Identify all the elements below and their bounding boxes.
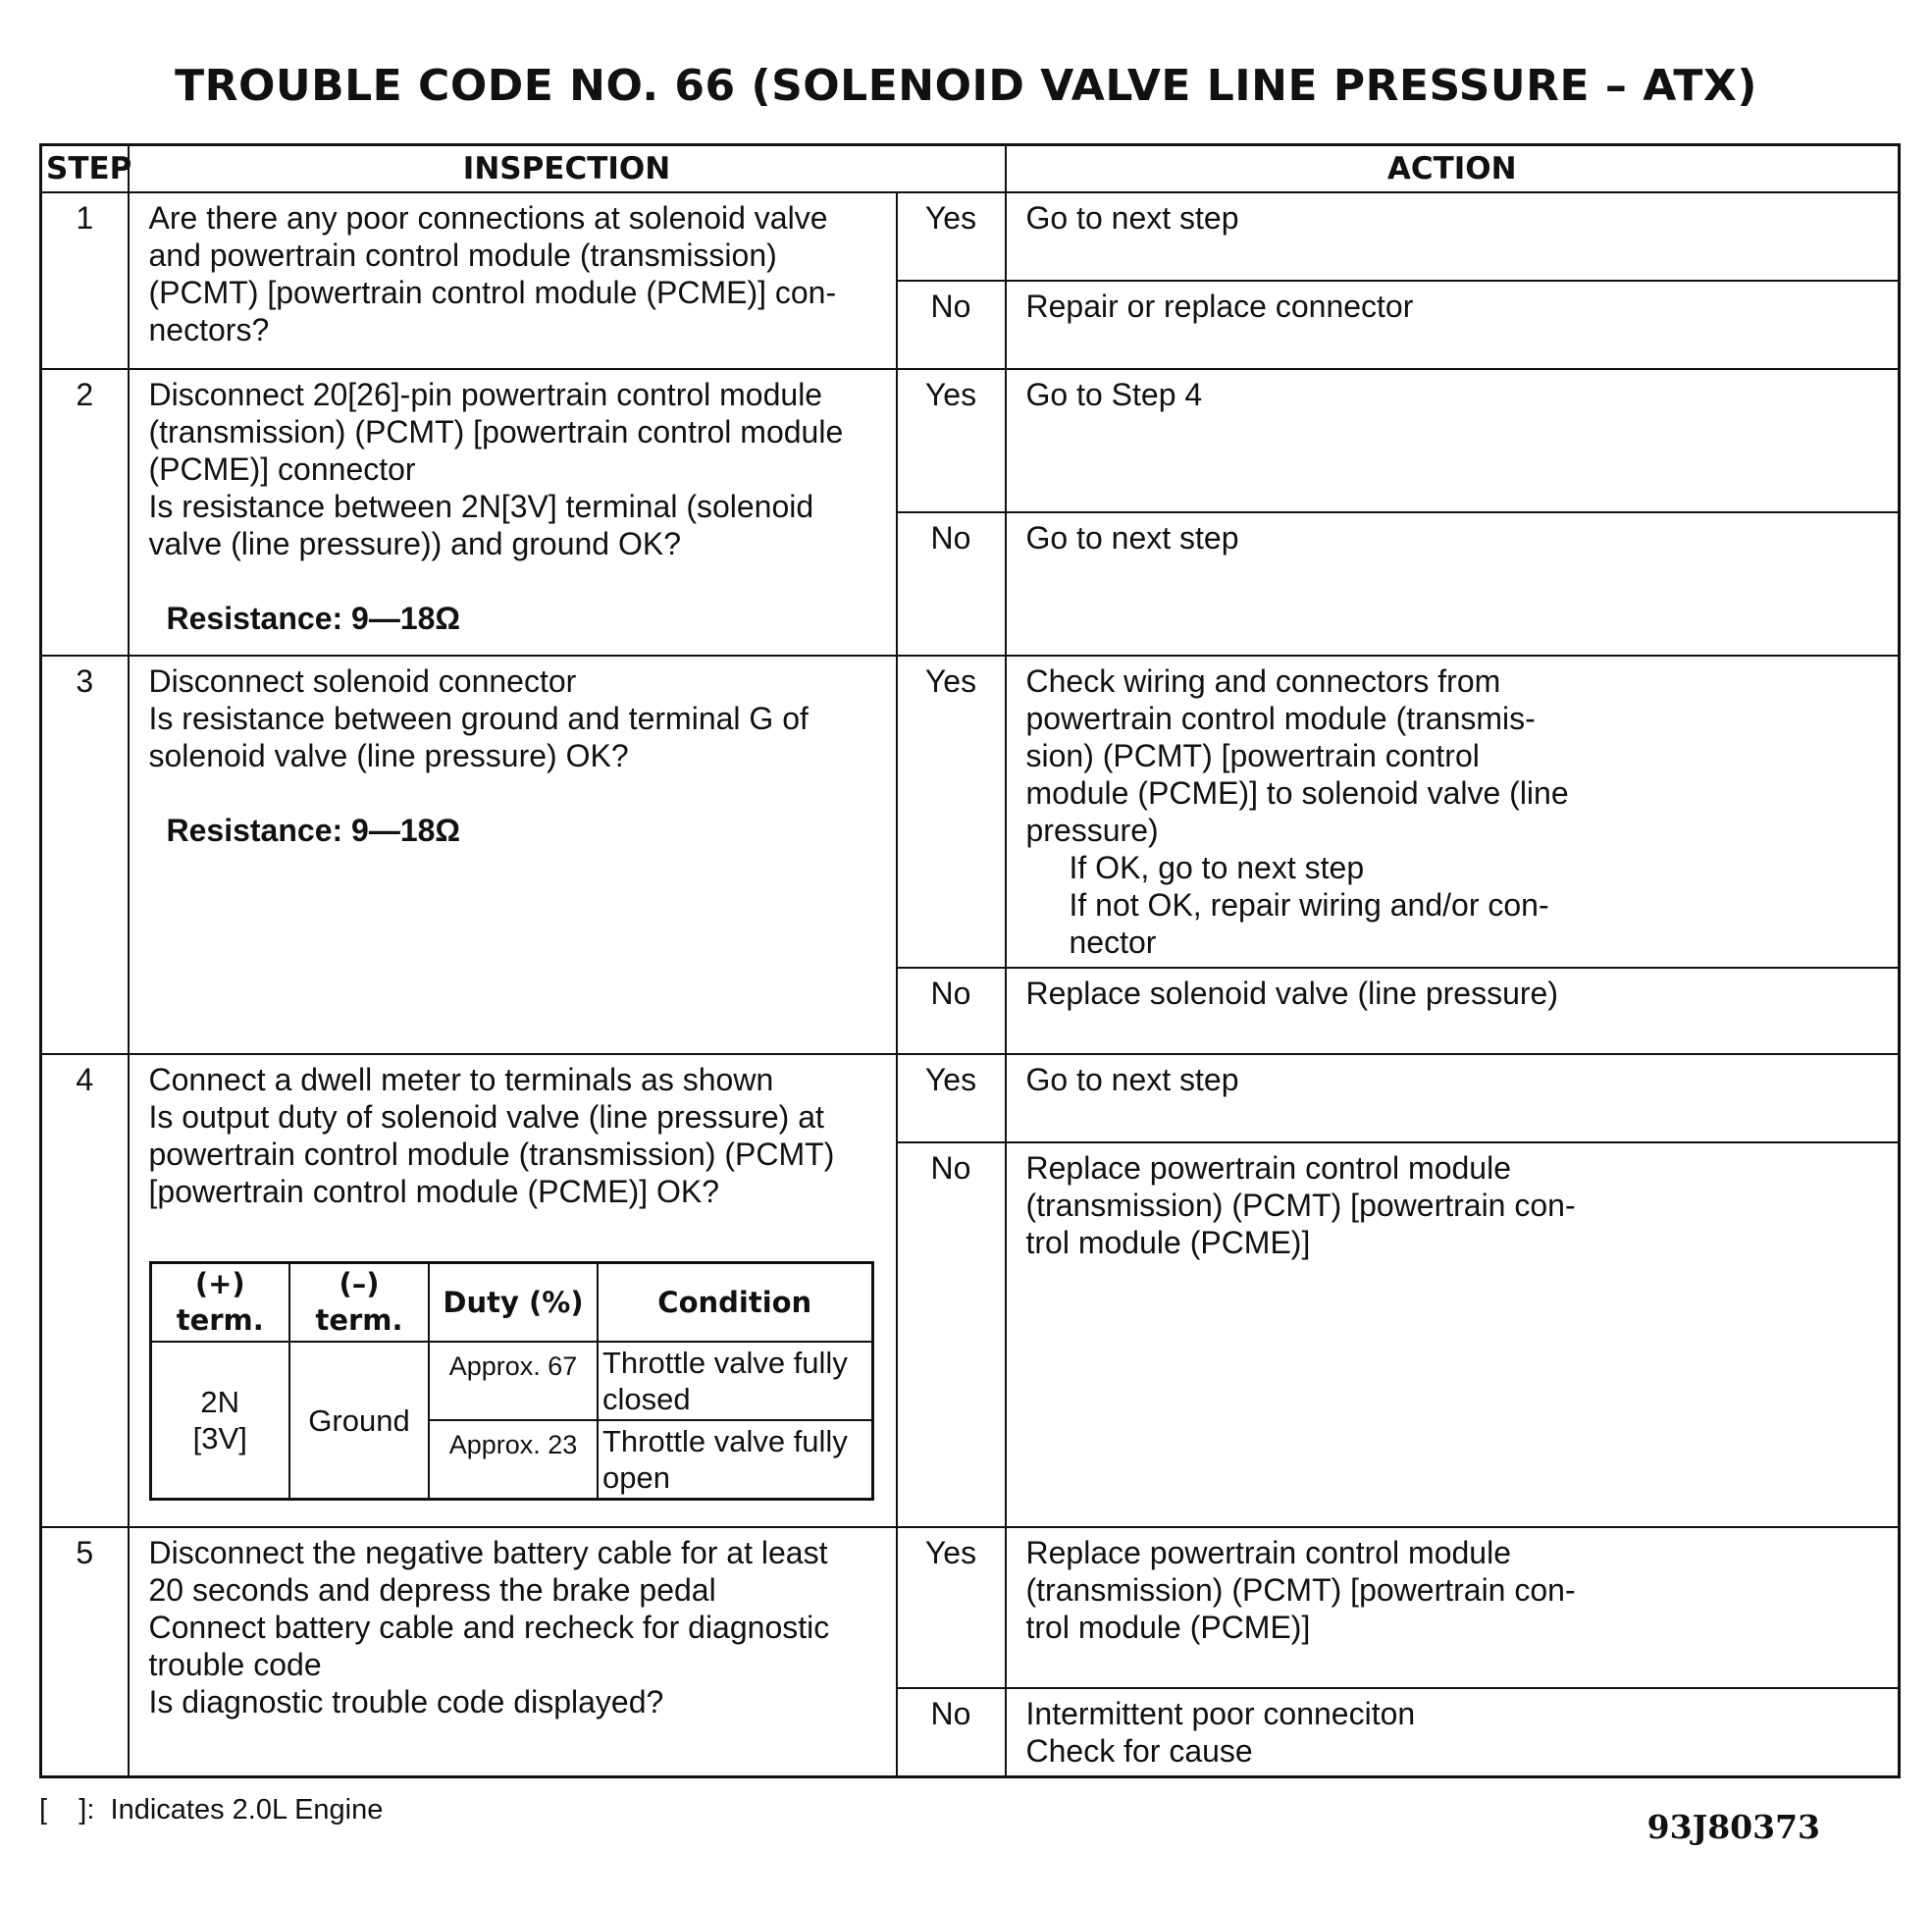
no-label: No	[897, 1688, 1006, 1777]
duty-value: Approx. 23	[429, 1420, 598, 1500]
action-line: Replace powertrain control module	[1025, 1150, 1511, 1187]
step-number: 4	[41, 1054, 129, 1527]
step-number: 2	[41, 369, 129, 656]
duty-value: Approx. 67	[429, 1342, 598, 1420]
inspection-line: (transmission) (PCMT) [powertrain control module	[148, 414, 844, 450]
inspection-line: powertrain control module (transmission) (PCMT)	[148, 1137, 835, 1172]
yes-label: Yes	[897, 1527, 1006, 1688]
no-action	[1006, 512, 1900, 656]
condition-cell	[598, 1342, 872, 1420]
action-line: (transmission) (PCMT) [powertrain con-	[1025, 1188, 1576, 1224]
duty-header-duty: Duty (%)	[429, 1263, 598, 1343]
step-number: 5	[41, 1527, 129, 1777]
inspection-line: valve (line pressure)) and ground OK?	[148, 526, 681, 561]
action-line: If OK, go to next step	[1069, 850, 1365, 885]
action-line: Go to next step	[1025, 1062, 1239, 1097]
action-line: sion) (PCMT) [powertrain control	[1025, 738, 1480, 773]
resistance-spec: Resistance: 9—18Ω	[166, 813, 461, 848]
inspection-line: Connect battery cable and recheck for diagnostic	[148, 1610, 830, 1645]
inspection-cell	[129, 1054, 897, 1527]
inspection-cell	[129, 656, 897, 1054]
yes-label: Yes	[897, 656, 1006, 968]
duty-header-row	[150, 1263, 872, 1343]
no-label: No	[897, 281, 1006, 369]
action-line: (transmission) (PCMT) [powertrain con-	[1025, 1572, 1576, 1608]
inspection-line: Is output duty of solenoid valve (line pressure) at	[148, 1099, 824, 1135]
no-action	[1006, 281, 1900, 369]
action-line: Replace powertrain control module	[1025, 1535, 1511, 1570]
inspection-line: Disconnect the negative battery cable for at least	[148, 1535, 828, 1570]
inspection-line: solenoid valve (line pressure) OK?	[148, 738, 629, 773]
inspection-line: 20 seconds and depress the brake pedal	[148, 1572, 716, 1608]
action-line: trol module (PCME)]	[1025, 1225, 1311, 1261]
table-row	[41, 192, 1900, 281]
condition-line: Throttle valve fully	[602, 1346, 848, 1380]
yes-action	[1006, 656, 1900, 968]
no-label: No	[897, 968, 1006, 1054]
duty-header-minus-term: (–) term.	[289, 1263, 429, 1343]
page-title: TROUBLE CODE NO. 66 (SOLENOID VALVE LINE PRESSURE – ATX)	[175, 61, 1757, 111]
condition-cell	[598, 1420, 872, 1500]
header-step: STEP	[41, 145, 129, 193]
action-line: Replace solenoid valve (line pressure)	[1025, 976, 1558, 1011]
action-line: Intermittent poor conneciton	[1025, 1696, 1416, 1731]
action-line: If not OK, repair wiring and/or con-	[1069, 887, 1549, 923]
inspection-line: Is resistance between 2N[3V] terminal (solenoid	[148, 489, 814, 524]
no-action	[1006, 1142, 1900, 1527]
action-line: trol module (PCME)]	[1025, 1610, 1311, 1645]
inspection-line: [powertrain control module (PCME)] OK?	[148, 1174, 720, 1209]
table-row	[41, 369, 1900, 512]
duty-row	[150, 1342, 872, 1420]
footnote: [ ]: Indicates 2.0L Engine	[39, 1794, 384, 1826]
header-action: ACTION	[1006, 145, 1900, 193]
inspection-line: and powertrain control module (transmission)	[148, 238, 777, 273]
action-line: powertrain control module (transmis-	[1025, 701, 1536, 736]
inspection-line: Disconnect solenoid connector	[148, 663, 577, 699]
table-row	[41, 1054, 1900, 1142]
condition-line: Throttle valve fully	[602, 1424, 848, 1458]
trouble-code-table	[39, 143, 1901, 1778]
inspection-line: Disconnect 20[26]-pin powertrain control module	[148, 377, 823, 412]
inspection-line: (PCMT) [powertrain control module (PCME)] con-	[148, 275, 837, 310]
inspection-cell	[129, 369, 897, 656]
duty-table	[149, 1261, 874, 1501]
yes-label: Yes	[897, 1054, 1006, 1142]
action-line: Go to next step	[1025, 200, 1239, 236]
document-id: 93J80373	[1646, 1808, 1820, 1846]
yes-action	[1006, 369, 1900, 512]
plus-term-cell	[150, 1342, 289, 1500]
no-label: No	[897, 1142, 1006, 1527]
inspection-line: Is resistance between ground and terminal G of	[148, 701, 809, 736]
yes-label: Yes	[897, 369, 1006, 512]
yes-action	[1006, 1527, 1900, 1688]
yes-action	[1006, 1054, 1900, 1142]
condition-line: closed	[602, 1382, 691, 1416]
action-line: Check for cause	[1025, 1733, 1253, 1769]
duty-header-condition: Condition	[598, 1263, 872, 1343]
inspection-line: Is diagnostic trouble code displayed?	[148, 1684, 664, 1720]
table-row	[41, 1527, 1900, 1688]
no-action	[1006, 968, 1900, 1054]
step-number: 1	[41, 192, 129, 369]
action-line: Check wiring and connectors from	[1025, 663, 1501, 699]
duty-header-plus-term: (+) term.	[150, 1263, 289, 1343]
inspection-cell	[129, 192, 897, 369]
no-action	[1006, 1688, 1900, 1777]
yes-label: Yes	[897, 192, 1006, 281]
header-inspection: INSPECTION	[129, 145, 1006, 193]
action-line: nector	[1069, 925, 1157, 960]
table-row	[41, 656, 1900, 968]
plus-term-line: 2N	[200, 1385, 240, 1419]
action-line: Go to Step 4	[1025, 377, 1203, 412]
condition-line: open	[602, 1460, 670, 1495]
no-label: No	[897, 512, 1006, 656]
yes-action	[1006, 192, 1900, 281]
resistance-spec: Resistance: 9—18Ω	[166, 601, 461, 636]
header-row	[41, 145, 1900, 193]
action-line: module (PCME)] to solenoid valve (line	[1025, 775, 1569, 811]
inspection-cell	[129, 1527, 897, 1777]
action-line: Repair or replace connector	[1025, 289, 1414, 324]
inspection-line: trouble code	[148, 1647, 322, 1682]
inspection-line: nectors?	[148, 312, 270, 347]
action-line: Go to next step	[1025, 520, 1239, 556]
inspection-line: Connect a dwell meter to terminals as shown	[148, 1062, 774, 1097]
inspection-line: Are there any poor connections at solenoid valve	[148, 200, 828, 236]
minus-term-cell: Ground	[289, 1342, 429, 1500]
inspection-line: (PCME)] connector	[148, 451, 416, 487]
plus-term-line: [3V]	[192, 1421, 247, 1455]
step-number: 3	[41, 656, 129, 1054]
action-line: pressure)	[1025, 813, 1159, 848]
